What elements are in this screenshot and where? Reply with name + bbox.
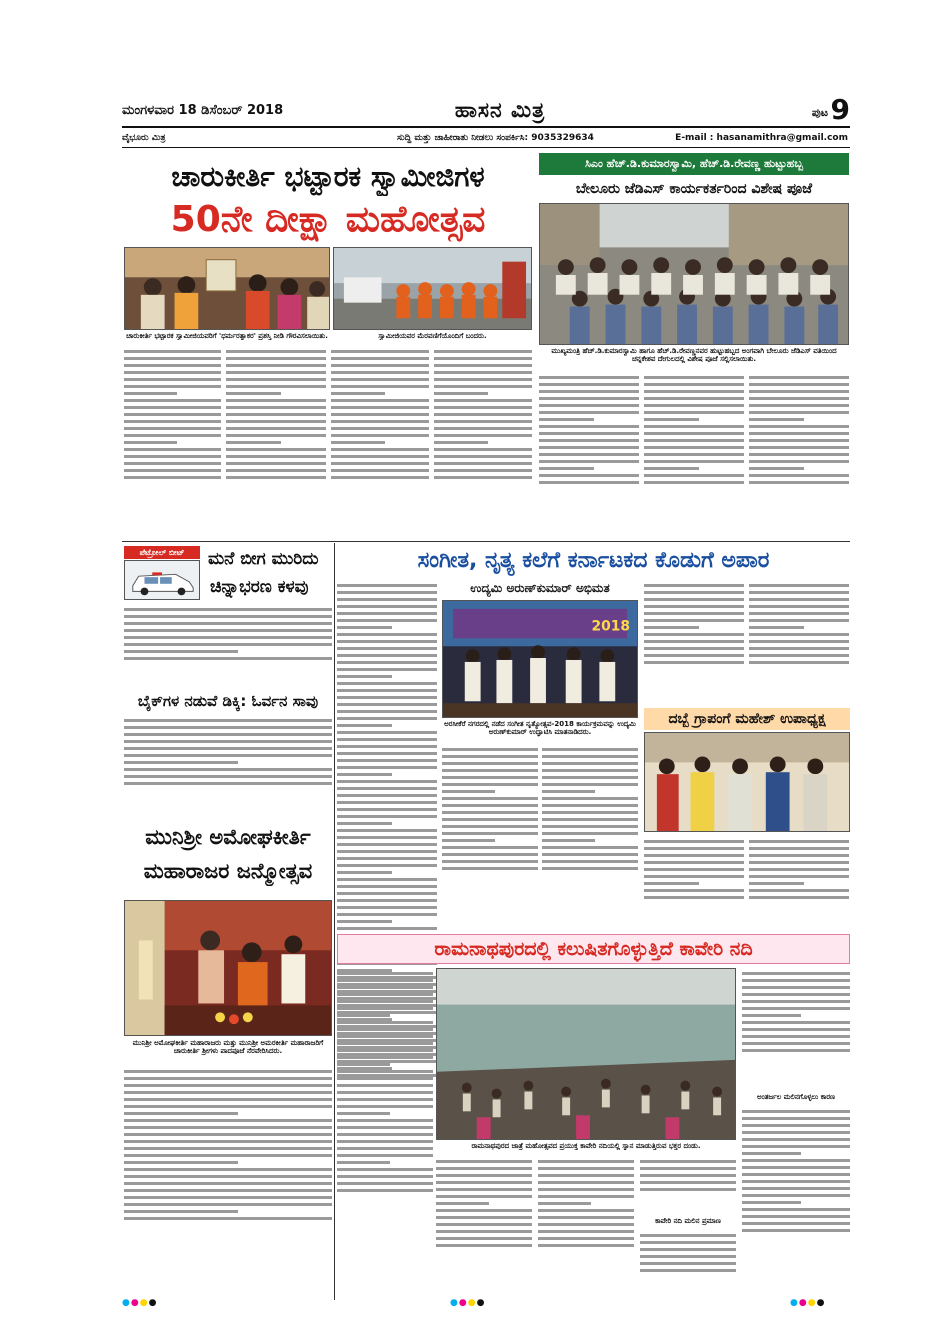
- beluru-group-photo: [539, 203, 849, 345]
- mahesh-headline: ದಬ್ಬೆ ಗ್ರಾಪಂಗೆ ಮಹೇಶ್ ಉಪಾಧ್ಯಕ್ಷ: [644, 708, 850, 730]
- procession-photo-caption: ಸ್ವಾಮೀಜಿಯವರ ಮೆರವಣಿಗೆಯೊಂದಿಗೆ ಬಂದರು.: [378, 332, 487, 340]
- section-divider: [122, 541, 850, 542]
- diksha-headline-top: ಚಾರುಕೀರ್ತಿ ಭಟ್ಟಾರಕ ಸ್ವಾಮೀಜಿಗಳ: [171, 160, 485, 193]
- kaveri-article-col-4: [640, 1156, 736, 1212]
- police-car-photo: [124, 560, 200, 600]
- sangeetha-event-photo: [442, 600, 638, 718]
- sangeetha-headline: ಸಂಗೀತ, ನೃತ್ಯ ಕಲೆಗೆ ಕರ್ನಾಟಕದ ಕೊಡುಗೆ ಅಪಾರ: [417, 548, 770, 573]
- masthead: [122, 93, 850, 128]
- registration-marks-left: ●●●●: [122, 1298, 158, 1308]
- muni-headline-1: ಮುನಿಶ್ರೀ ಅಮೋಘಕೀರ್ತಿ: [145, 825, 311, 849]
- kaveri-article-col-4b: [640, 1230, 736, 1290]
- theft-headline-2: ಚಿನ್ನಾಭರಣ ಕಳವು: [210, 577, 309, 597]
- muni-headline-2: ಮಹಾರಾಜರ ಜನ್ಮೋತ್ಸವ: [143, 859, 313, 883]
- diksha-article-col-1: [124, 346, 221, 539]
- sangeetha-article-col-4: [644, 580, 744, 706]
- petrol-beat-badge: ಪೆಟ್ರೋಲ್ ಬೀಟ್: [124, 546, 200, 559]
- issue-date: ಮಂಗಳವಾರ 18 ಡಿಸೆಂಬರ್ 2018: [122, 103, 284, 118]
- page-number: 9: [830, 93, 850, 126]
- kaveri-article-col-5: [742, 968, 850, 1088]
- diksha-headline-main: 50ನೇ ದೀಕ್ಷಾ ಮಹೋತ್ಸವ: [170, 199, 486, 240]
- award-photo: [124, 247, 330, 330]
- kaveri-article-col-3: [538, 1156, 634, 1290]
- sangeetha-article-col-3: [542, 744, 638, 930]
- beluru-headline: ಬೇಲೂರು ಜೆಡಿಎಸ್ ಕಾರ್ಯಕರ್ತರಿಂದ ವಿಶೇಷ ಪೂಜೆ: [575, 181, 813, 197]
- accident-headline: ಬೈಕ್‌ಗಳ ನಡುವೆ ಡಿಕ್ಕಿ: ಓರ್ವನ ಸಾವು: [137, 692, 319, 710]
- sangeetha-article-col-5: [749, 580, 849, 706]
- email-line: E-mail : hasanamithra@gmail.com: [675, 133, 848, 143]
- theft-headline-1: ಮನೆ ಬೀಗ ಮುರಿದು: [208, 549, 319, 569]
- banner-year-text: 2018: [591, 618, 631, 635]
- beluru-article-col-3: [749, 372, 849, 538]
- sangeetha-article-col-2: [442, 744, 538, 930]
- diksha-article-col-3: [331, 346, 429, 539]
- newspaper-name: ಹಾಸನ ಮಿತ್ರ: [454, 98, 546, 122]
- contact-line: ಸುದ್ದಿ ಮತ್ತು ಜಾಹೀರಾತು ನೀಡಲು ಸಂಪರ್ಕಿಸಿ: 9035329634: [397, 133, 594, 143]
- muni-padapooja-photo: [124, 900, 332, 1036]
- sangeetha-photo-caption: ಅರಸೀಕೆರೆ ನಗರದಲ್ಲಿ ನಡೆದ ಸಂಗೀತ ನೃತ್ಯೋತ್ಸವ-2018 ಕಾರ್ಯಕ್ರಮವನ್ನು ಉದ್ಯಮಿ ಅರುಣ್‌ಕುಮಾರ್ ಉದ್ಘಾಟಿಸಿ ಮಾತನಾಡಿದರು.: [444, 720, 636, 737]
- muni-article: [124, 1066, 332, 1290]
- kaveri-photo-caption: ರಾಮನಾಥಪುರದ ಜಾತ್ರೆ ಮಹೋತ್ಸವದ ಪ್ರಯುಕ್ತ ಕಾವೇರಿ ನದಿಯಲ್ಲಿ ಸ್ನಾನ ಮಾಡುತ್ತಿರುವ ಭಕ್ತರ ದಂಡು.: [471, 1142, 701, 1150]
- beluru-kicker: ಸಿಎಂ ಹೆಚ್.ಡಿ.ಕುಮಾರಸ್ವಾಮಿ, ಹೆಚ್.ಡಿ.ರೇವಣ್ಣ ಹುಟ್ಟುಹಬ್ಬ: [539, 153, 849, 175]
- mahesh-article-col-1: [644, 836, 744, 928]
- registration-marks-right: ●●●●: [790, 1298, 826, 1308]
- sangeetha-subhead: ಉದ್ಯಮಿ ಅರುಣ್‌ಕುಮಾರ್ ಅಭಿಮತ: [470, 581, 610, 595]
- page-label: ಪುಟ: [811, 106, 828, 119]
- accident-article: [124, 715, 332, 815]
- diksha-article-col-2: [226, 346, 326, 539]
- kaveri-subhead-1: ಕಾವೇರಿ ನದಿ ಮಲಿನ ಪ್ರಮಾಣ: [655, 1217, 721, 1225]
- beluru-article-col-1: [539, 372, 639, 538]
- beluru-photo-caption: ಮುಖ್ಯಮಂತ್ರಿ ಹೆಚ್.ಡಿ.ಕುಮಾರಸ್ವಾಮಿ ಹಾಗೂ ಹೆಚ್.ಡಿ.ರೇವಣ್ಣನವರ ಹುಟ್ಟುಹಬ್ಬದ ಅಂಗವಾಗಿ ಬೇಲೂರು ಜೆಡಿಎಸ್ ವತಿಯಿಂದ ಚನ್ನಕೇಶವ ದೇಗುಲದಲ್ಲಿ ವಿಶೇಷ ಪೂಜೆ ಸಲ್ಲಿಸಲಾಯಿತು.: [551, 347, 837, 364]
- procession-photo: [333, 247, 532, 330]
- theft-article: [124, 604, 332, 686]
- award-photo-caption: ಚಾರುಕೀರ್ತಿ ಭಟ್ಟಾರಕ ಸ್ವಾಮೀಜಿಯವರಿಗೆ 'ಧರ್ಮರತ್ನಾಕರ' ಪ್ರಶಸ್ತಿ ನೀಡಿ ಗೌರವಿಸಲಾಯಿತು.: [126, 332, 328, 340]
- mahesh-group-photo: [644, 732, 850, 832]
- kaveri-subhead-2: ಅಂತರ್ಜಲ ಮಲಿನಗೊಳ್ಳಲು ಕಾರಣ: [757, 1093, 835, 1101]
- kaveri-river-photo: [436, 968, 736, 1140]
- kaveri-article-col-2: [436, 1156, 532, 1290]
- kaveri-headline: ರಾಮನಾಥಪುರದಲ್ಲಿ ಕಲುಷಿತಗೊಳ್ಳುತ್ತಿದೆ ಕಾವೇರಿ ನದಿ: [337, 934, 850, 964]
- brand-label: ವೈಭೂರು ಮಿತ್ರ: [122, 133, 166, 143]
- left-column-divider: [334, 543, 335, 1300]
- mahesh-article-col-2: [749, 836, 849, 928]
- beluru-article-col-2: [644, 372, 744, 538]
- kaveri-article-col-1: [337, 968, 433, 1290]
- registration-marks-center: ●●●●: [450, 1298, 486, 1308]
- contact-bar: [122, 131, 850, 148]
- diksha-article-col-4: [434, 346, 532, 539]
- kaveri-article-col-5b: [742, 1106, 850, 1290]
- muni-photo-caption: ಮುನಿಶ್ರೀ ಅಮೋಘಕೀರ್ತಿ ಮಹಾರಾಜರು ಮತ್ತು ಮುನಿಶ್ರೀ ಅಮರಕೀರ್ತಿ ಮಹಾರಾಜರಿಗೆ ಚಾರುಕೀರ್ತಿ ಶ್ರೀಗಳು ಪಾದಪೂಜೆ ನೆರವೇರಿಸಿದರು.: [132, 1039, 324, 1056]
